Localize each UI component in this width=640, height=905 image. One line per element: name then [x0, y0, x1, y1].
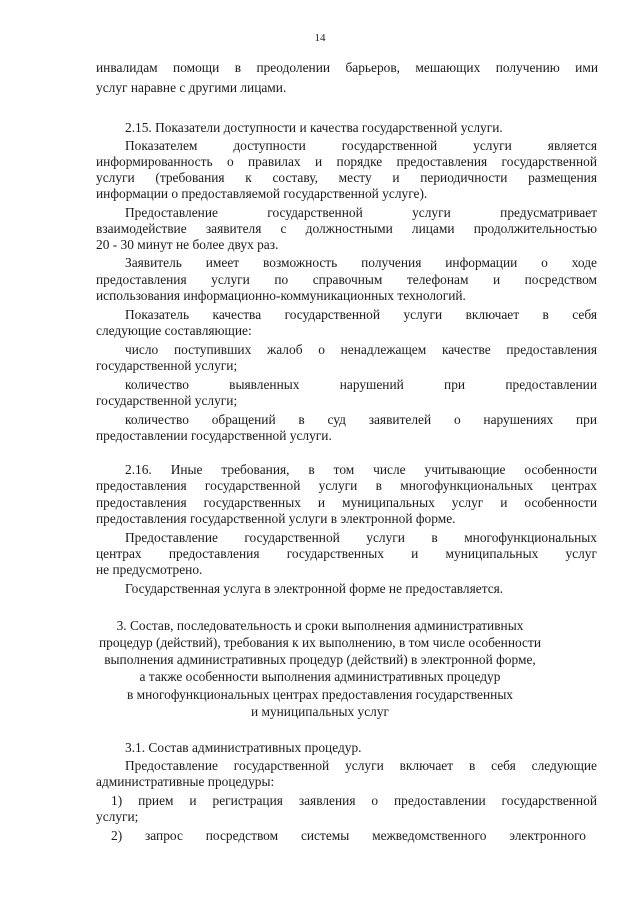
text-line: Показатель качества государственной услуги включает в себя — [125, 307, 597, 322]
text-line: Предоставление государственной услуги предусматривает — [125, 205, 597, 220]
text-line: использования информационно-коммуникационных технологий. — [96, 288, 466, 303]
text-line: услуги; — [96, 809, 139, 824]
text-line: информации о предоставляемой государственной услуге). — [96, 186, 428, 201]
text-line: государственной услуги; — [96, 358, 238, 373]
section-heading: 3.1. Состав административных процедур. — [125, 740, 362, 755]
list-item: 2) запрос посредством системы межведомственного электронного — [111, 828, 586, 843]
page-number: 14 — [314, 32, 326, 44]
text-line: предоставления государственных и муниципальных услуг и особенности — [96, 495, 597, 510]
text-line: 20 - 30 минут не более двух раз. — [96, 237, 279, 252]
section-heading: 2.15. Показатели доступности и качества государственной услуги. — [125, 120, 503, 135]
text-line: Предоставление государственной услуги в многофункциональных — [125, 530, 597, 545]
text-line: Заявитель имеет возможность получения информации о ходе — [125, 255, 597, 270]
list-item: 1) прием и регистрация заявления о предоставлении государственной — [111, 793, 597, 808]
text-line: административные процедуры: — [96, 774, 275, 789]
text-line: количество выявленных нарушений при предоставлении — [125, 377, 597, 392]
chapter-heading-line: в многофункциональных центрах предоставления государственных — [126, 687, 514, 702]
text-line: Показателем доступности государственной услуги является — [125, 138, 597, 153]
section-heading: 2.16. Иные требования, в том числе учитывающие особенности — [125, 462, 597, 477]
text-line: услуг наравне с другими лицами. — [96, 80, 287, 95]
chapter-heading-line: 3. Состав, последовательность и сроки выполнения административных — [116, 618, 524, 633]
text-line: следующие составляющие: — [96, 323, 252, 338]
text-line: предоставлении государственной услуги. — [96, 428, 332, 443]
text-line: услуги (требования к составу, месту и периодичности размещения — [96, 170, 597, 185]
text-line: предоставления государственной услуги в многофункциональных центрах — [96, 478, 597, 493]
text-line: центрах предоставления государственных и муниципальных услуг — [96, 546, 597, 561]
chapter-heading-line: выполнения административных процедур (действий) в электронной форме, — [104, 652, 536, 667]
text-line: предоставления государственной услуги в электронной форме. — [96, 511, 456, 526]
text-line: информированность о правилах и порядке предоставления государственной — [96, 154, 597, 169]
text-line: количество обращений в суд заявителей о нарушениях при — [125, 412, 597, 427]
text-line: предоставления услуги по справочным телефонам и посредством — [96, 272, 597, 287]
text-line: Предоставление государственной услуги включает в себя следующие — [125, 758, 597, 773]
text-line: инвалидам помощи в преодолении барьеров, мешающих получению ими — [96, 60, 598, 75]
chapter-heading-line: а также особенности выполнения административных процедур — [139, 669, 501, 684]
chapter-heading-line: процедур (действий), требования к их выполнению, в том числе особенности — [98, 635, 541, 650]
text-line: не предусмотрено. — [96, 562, 203, 577]
text-line: число поступивших жалоб о ненадлежащем качестве предоставления — [125, 342, 597, 357]
text-line: государственной услуги; — [96, 393, 238, 408]
text-line: взаимодействие заявителя с должностными лицами продолжительностью — [96, 221, 597, 236]
chapter-heading-line: и муниципальных услуг — [250, 704, 390, 719]
text-line: Государственная услуга в электронной форме не предоставляется. — [125, 581, 504, 596]
